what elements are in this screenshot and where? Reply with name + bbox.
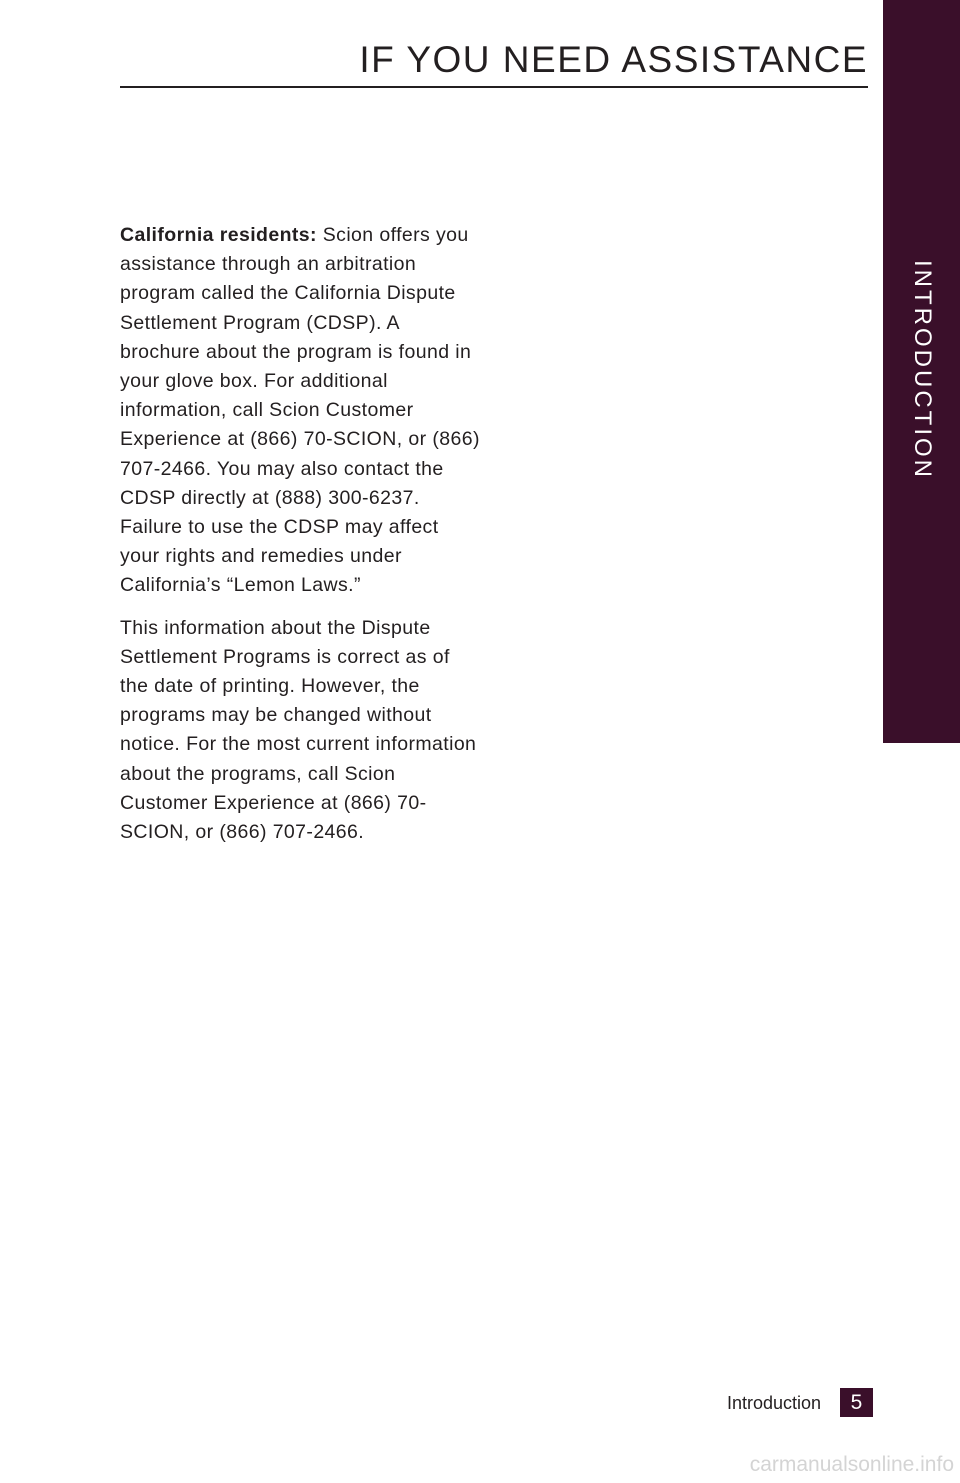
- watermark: carmanualsonline.info: [749, 1453, 954, 1476]
- section-side-tab: [883, 0, 960, 743]
- title-divider: [120, 86, 868, 88]
- body-text: [120, 221, 482, 860]
- paragraph-body: Scion offers you assistance through an arbitration program called the California Dispute Settlement Program (CDSP). A brochure about the program is found in your glove box. For additional information, call Scion Customer Experience at (866) 70-SCION, or (866) 707-2466. You may also contact the CDSP directly at (888) 300-6237. Failure to use the CDSP may affect your rights and remedies under California’s “Lemon Laws.”: [120, 224, 480, 597]
- page-title: IF YOU NEED ASSISTANCE: [359, 39, 868, 80]
- section-side-tab-label: INTRODUCTION: [908, 260, 936, 480]
- footer-section-label: Introduction: [726, 1393, 821, 1413]
- page-number: 5: [840, 1388, 873, 1417]
- paragraph-dispute-info: This information about the Dispute Settlement Programs is correct as of the date of printing. However, the programs may be changed without notice. For the most current information about the programs, call Scion Customer Experience at (866) 70-SCION, or (866) 707-2466.: [120, 616, 477, 844]
- paragraph-california-residents: [120, 221, 482, 601]
- paragraph-lead-in: California residents:: [120, 224, 317, 246]
